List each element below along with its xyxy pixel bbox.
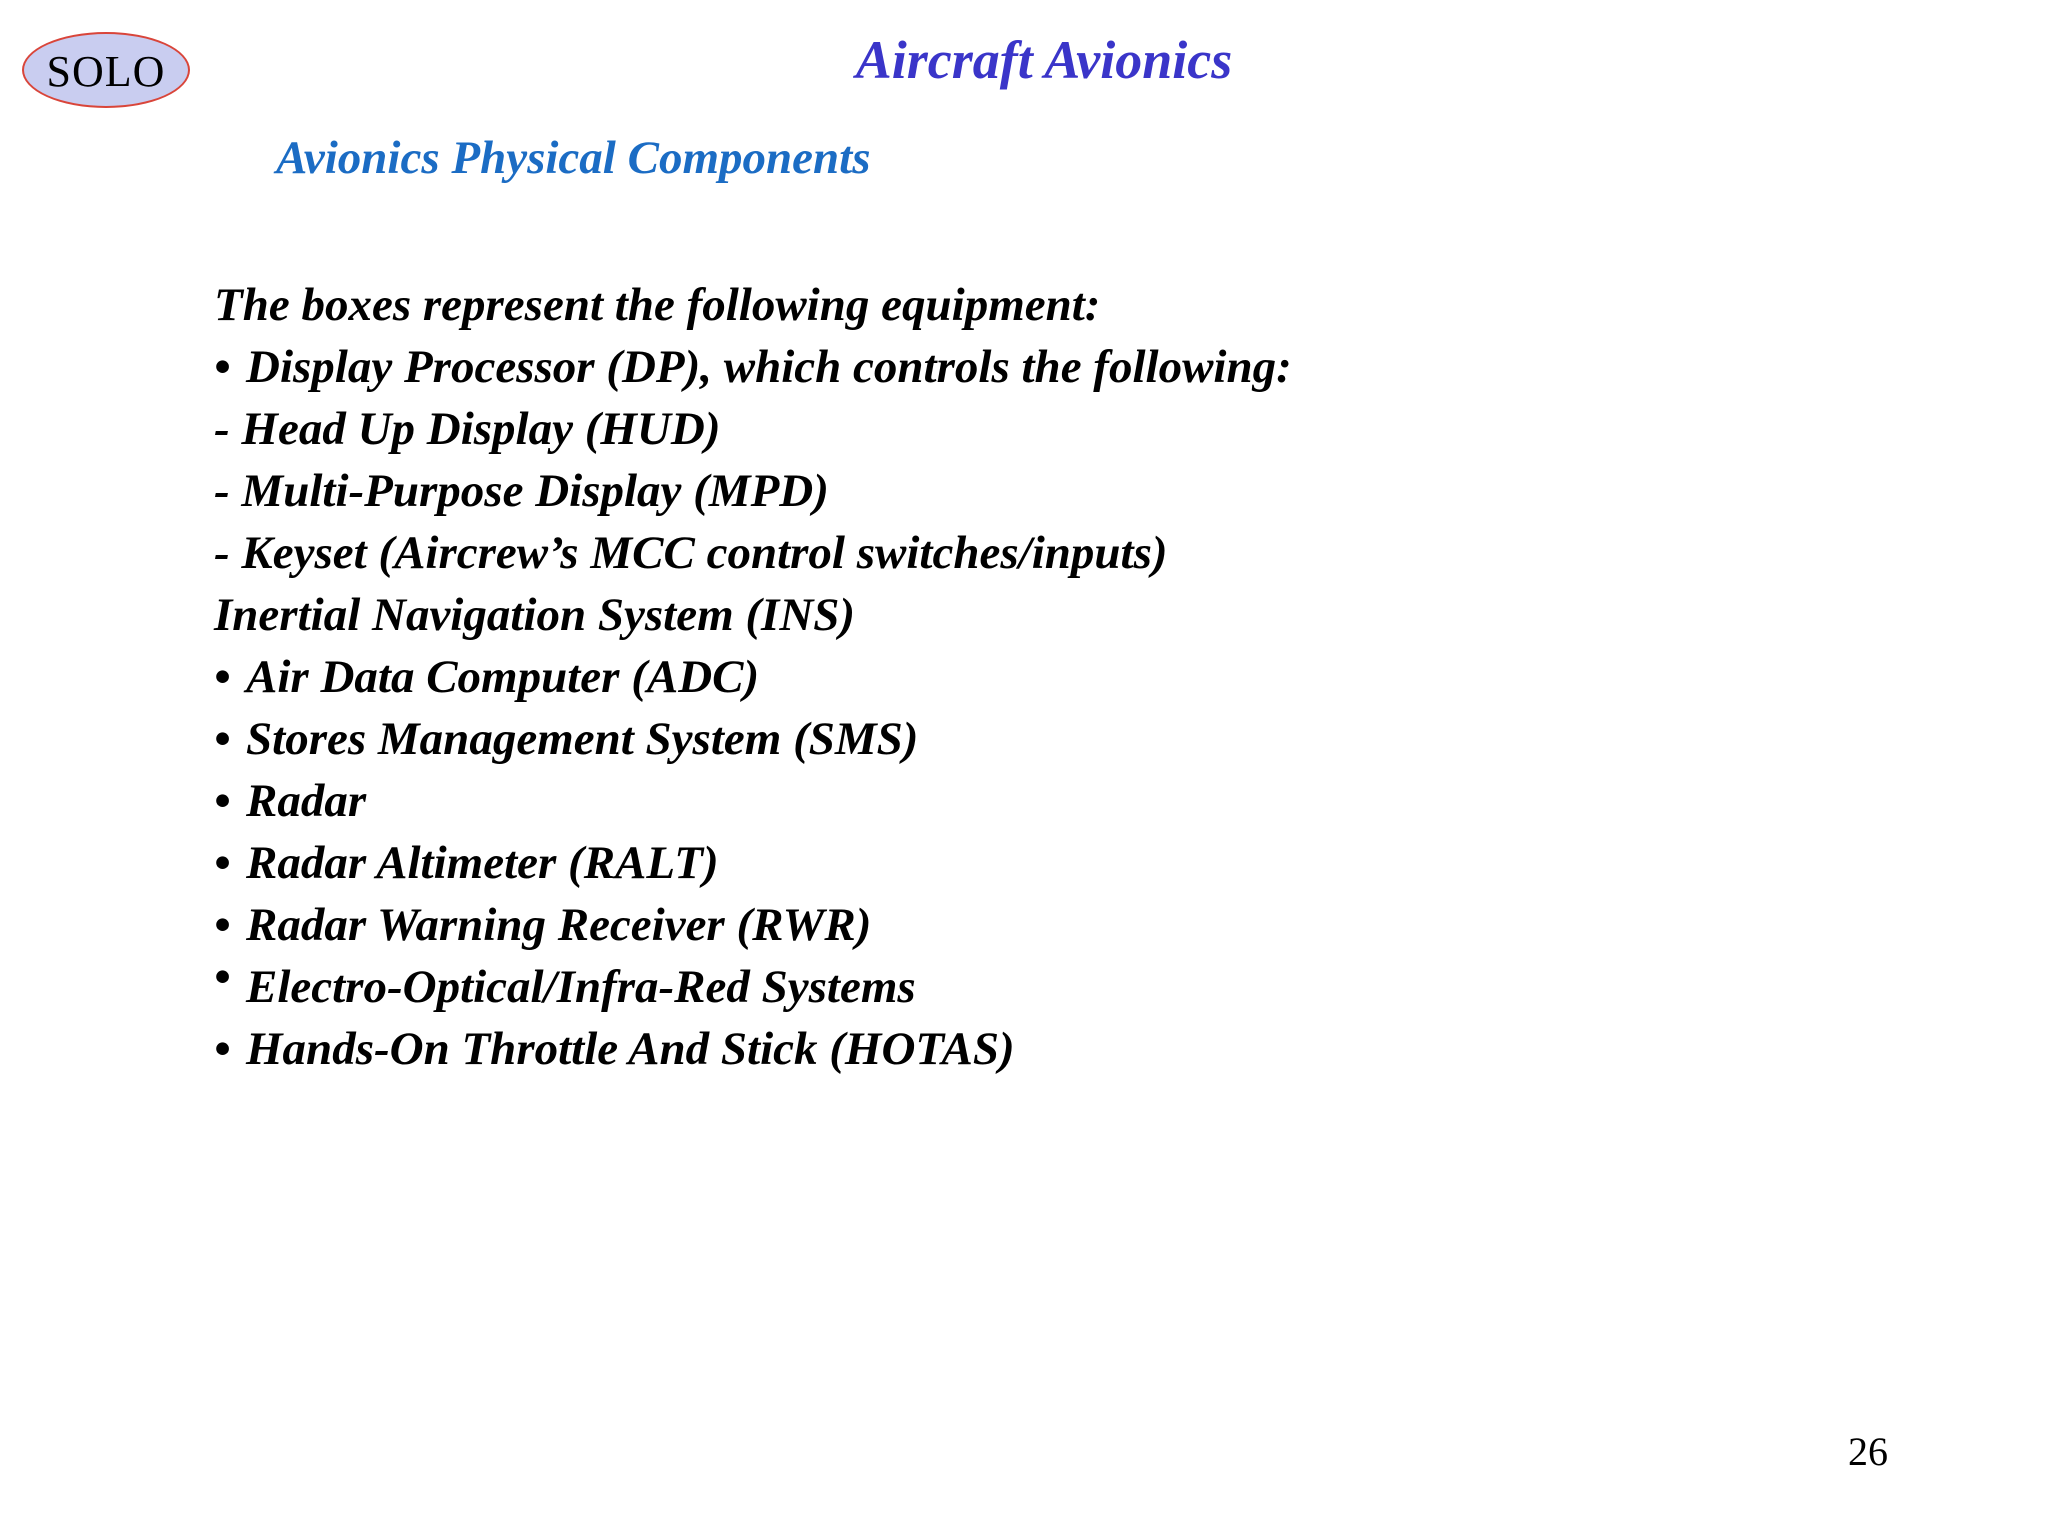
list-item-text: The boxes represent the following equipment: — [214, 279, 1101, 331]
list-item — [214, 894, 1292, 956]
bullet-icon: • — [214, 951, 231, 1003]
list-item — [214, 832, 1292, 894]
content-list — [214, 274, 1292, 1080]
list-item-text: Radar Warning Receiver (RWR) — [246, 899, 872, 951]
list-item — [214, 708, 1292, 770]
list-item-text: Hands-On Throttle And Stick (HOTAS) — [246, 1023, 1015, 1075]
list-item-text: Air Data Computer (ADC) — [246, 651, 760, 703]
bullet-icon: • — [214, 341, 231, 393]
list-item-text: Radar Altimeter (RALT) — [246, 837, 719, 889]
bullet-icon: • — [214, 899, 231, 951]
list-item — [214, 951, 1292, 1018]
list-item-text: - Keyset (Aircrew’s MCC control switches/inputs) — [214, 527, 1168, 579]
list-item-text: Inertial Navigation System (INS) — [214, 589, 856, 641]
list-item — [214, 584, 1292, 646]
bullet-icon: • — [214, 775, 231, 827]
list-item-text: - Head Up Display (HUD) — [214, 403, 721, 455]
list-item — [214, 336, 1292, 398]
logo-text: SOLO — [46, 47, 166, 96]
list-item-text: Radar — [246, 775, 367, 827]
bullet-icon: • — [214, 651, 231, 703]
page-number: 26 — [1848, 1429, 1888, 1474]
slide-title: Aircraft Avionics — [855, 30, 1233, 90]
list-item — [214, 460, 1292, 522]
list-item — [214, 274, 1292, 336]
list-item — [214, 398, 1292, 460]
bullet-icon: • — [214, 837, 231, 889]
list-item-text: - Multi-Purpose Display (MPD) — [214, 465, 829, 517]
list-item — [214, 1018, 1292, 1080]
list-item-text: Display Processor (DP), which controls the following: — [246, 341, 1292, 393]
list-item-text: Stores Management System (SMS) — [246, 713, 919, 765]
list-item — [214, 770, 1292, 832]
slide-subtitle: Avionics Physical Components — [276, 132, 871, 184]
slide-margin-band — [0, 0, 210, 1536]
list-item — [214, 646, 1292, 708]
bullet-icon: • — [214, 713, 231, 765]
list-item — [214, 522, 1292, 584]
list-item-text: Electro-Optical/Infra-Red Systems — [246, 961, 916, 1013]
bullet-icon: • — [214, 1023, 231, 1075]
